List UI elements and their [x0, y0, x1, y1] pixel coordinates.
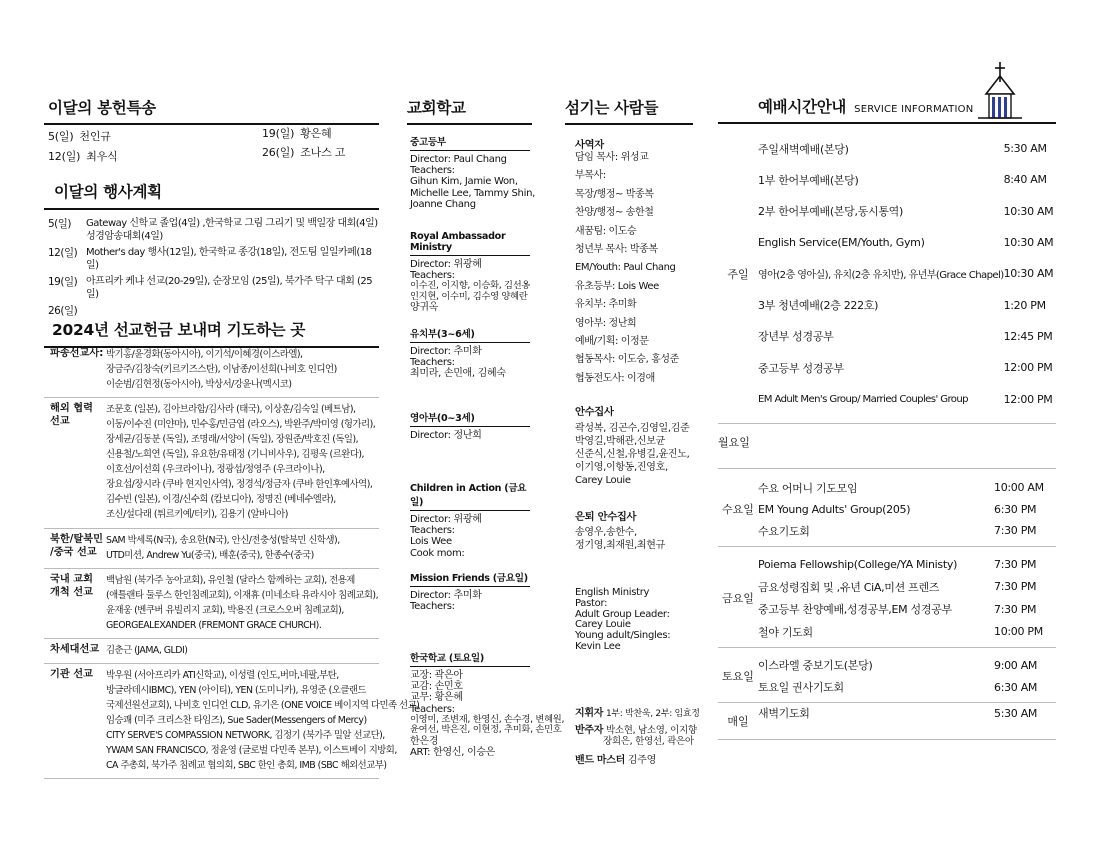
service-item: [758, 133, 1066, 164]
mission-category: 국내 교회 개척 선교: [50, 573, 93, 598]
accompanist-label: 반주자: [575, 725, 604, 737]
staff-block: [575, 136, 705, 388]
mission-names: 김춘근 (JAMA, GLDI): [106, 644, 188, 656]
service-time: 10:00 PM: [994, 625, 1043, 639]
service-day-label: 월요일: [718, 435, 750, 449]
service-time: 6:30 AM: [994, 680, 1038, 694]
group-line: Teachers:: [410, 357, 455, 369]
deacons-list: [575, 422, 705, 487]
music-block: [575, 708, 710, 767]
offering-item: 26(일) 조나스 고: [262, 146, 346, 159]
service-name: 새벽기도회: [758, 707, 810, 721]
group-line: 이수진, 이지향, 이승화, 김선옹: [410, 280, 531, 292]
service-time: 8:40 AM: [1003, 173, 1047, 187]
service-time: 10:00 AM: [994, 481, 1044, 495]
offering-item: 12(일) 최우식: [48, 150, 118, 163]
church-school-group: [410, 134, 535, 210]
service-name: EM Adult Men's Group/ Married Couples' Group: [758, 393, 968, 405]
mission-category: 차세대선교: [50, 643, 100, 655]
service-time: 10:30 AM: [1003, 236, 1054, 250]
service-time: 7:30 PM: [994, 580, 1037, 594]
group-line: Gihun Kim, Jamie Won,: [410, 176, 518, 188]
ministers-list: [575, 149, 705, 388]
band-master-name: 김주영: [627, 755, 656, 767]
service-item: [758, 598, 1056, 621]
mission-category: 파송선교사:: [50, 348, 104, 359]
minister-line: 유치부: 추미화: [575, 299, 637, 311]
minister-line: 유초등부: Lois Wee: [575, 280, 659, 292]
group-line: 한은경: [410, 735, 439, 747]
service-item: [758, 621, 1056, 644]
service-name: 장년부 성경공부: [758, 330, 834, 344]
missions-title: 2024년 선교헌금 보내며 기도하는 곳: [52, 321, 306, 339]
service-day-group: [718, 703, 1056, 740]
service-time: 12:00 PM: [1003, 361, 1053, 375]
group-line: 양귀옥: [410, 302, 439, 314]
minister-line: 목장/행정~ 박종복: [575, 188, 654, 200]
group-line: Joanne Chang: [410, 198, 476, 210]
minister-line: 협동전도사: 이경애: [575, 372, 655, 384]
staff-title: 섬기는 사람들: [565, 99, 659, 117]
service-time: 12:45 PM: [1003, 329, 1053, 343]
group-line: Michelle Lee, Tammy Shin,: [410, 187, 535, 199]
conductor-label: 지휘자: [575, 708, 604, 719]
mission-row: [44, 639, 379, 664]
english-ministry-line: Carey Louie: [575, 619, 631, 631]
event-row: 19(일) 아프리카 케냐 선교(20-29일), 순장모임 (25일), 북가주 탁구 대회 (25일): [48, 276, 373, 300]
service-title: 예배시간안내: [758, 98, 847, 116]
offering-title: 이달의 봉헌특송: [48, 99, 156, 117]
service-name: 수요기도회: [758, 524, 810, 538]
service-time: 6:30 PM: [994, 502, 1037, 516]
deacon-line: 이기영,이항동,진영호,: [575, 462, 668, 473]
service-time: 5:30 AM: [994, 706, 1038, 720]
english-ministry-line: Young adult/Singles:: [575, 630, 671, 642]
offering-item: 19(일) 황은혜: [262, 127, 332, 140]
service-time: 7:30 PM: [994, 602, 1037, 616]
group-line: 교장: 곽은아: [410, 670, 463, 681]
service-time: 7:30 PM: [994, 524, 1037, 538]
events-section-header: [44, 180, 379, 210]
minister-line: 찬양/행정~ 송한철: [575, 207, 654, 219]
church-icon: [978, 60, 1022, 120]
group-line: Director: 정난희: [410, 430, 482, 441]
accompanist-names-2: 장희은, 한영선, 곽은아: [603, 735, 694, 747]
service-name: 금요성령집회 및 ,유년 CiA,미션 프렌즈: [758, 580, 940, 594]
church-school-header: [407, 96, 532, 125]
ministers-heading: 사역자: [575, 139, 604, 151]
group-line: 윤여선, 박은진, 이현정, 추미화, 손민호: [410, 724, 562, 736]
service-item: [758, 575, 1056, 598]
service-item: [758, 553, 1056, 576]
mission-row: [44, 398, 379, 528]
group-line: Teachers:: [410, 525, 455, 537]
service-item: [758, 321, 1066, 352]
mission-category: 해외 협력 선교: [50, 403, 93, 428]
service-time: 10:30 AM: [1003, 267, 1054, 281]
english-ministry-line: Kevin Lee: [575, 640, 621, 652]
conductor-names: 1부: 박찬욱, 2부: 임효정: [605, 709, 700, 719]
service-name: 토요일 권사기도회: [758, 681, 844, 695]
group-line: 인지현, 이수미, 김수영 양혜란: [410, 290, 528, 302]
group-heading: 유치부(3~6세): [410, 326, 530, 343]
church-school-group: [410, 410, 530, 441]
service-name: 3부 청년예배(2층 222호): [758, 299, 879, 313]
service-list: [758, 477, 1056, 542]
service-time: 7:30 PM: [994, 557, 1037, 571]
english-ministry-block: [575, 588, 705, 653]
service-schedule: [718, 123, 1056, 740]
events-list: [48, 218, 382, 322]
group-line: 교무: 황은혜: [410, 692, 463, 704]
mission-row: [44, 664, 420, 779]
group-heading: Royal Ambassador Ministry: [410, 231, 530, 256]
deacon-line: 박영길,박해관,신보균: [575, 436, 665, 447]
service-name: EM Young Adults' Group(205): [758, 502, 911, 516]
service-item: [758, 383, 1066, 414]
english-ministry-line: English Ministry: [575, 587, 650, 598]
retired-deacon-line: 송영우,송한수,: [575, 527, 637, 538]
service-list: [758, 654, 1056, 698]
group-heading: 중고등부: [410, 134, 530, 151]
group-heading: 한국학교 (토요일): [410, 650, 530, 667]
service-day-group: [718, 547, 1056, 648]
service-name: 주일새벽예배(본당): [758, 142, 849, 156]
service-time: 10:30 AM: [1003, 204, 1054, 218]
missions-table: [44, 345, 420, 779]
church-school-group: [410, 480, 530, 559]
event-row: 5(일) Gateway 신학교 졸업(4일) ,한국학교 그림 그리기 및 백일장 대회(4일) 성경암송대회(4일): [48, 218, 378, 242]
service-list: [758, 133, 1066, 415]
service-time: 1:20 PM: [1003, 298, 1046, 312]
service-item: [758, 477, 1056, 499]
minister-line: 청년부 목사: 박종복: [575, 244, 658, 256]
deacon-line: Carey Louie: [575, 475, 631, 486]
service-item: [758, 352, 1066, 383]
service-section-header: [718, 60, 1056, 124]
missions-section-header: [44, 318, 379, 348]
event-row: 26(일): [48, 305, 78, 317]
mission-row: [44, 569, 379, 639]
service-time: 9:00 AM: [994, 658, 1038, 672]
service-name: 중고등부 찬양예배,성경공부,EM 성경공부: [758, 603, 952, 617]
mission-names: SAM 박세록(N국), 송요한(N국), 안신/전충성(탈북민 신학생), UTD미션, Andrew Yu(중국), 배훈(중국), 한종수(중국): [106, 534, 340, 561]
minister-line: 협동목사: 이도승, 홍성준: [575, 354, 679, 366]
group-line: Teachers:: [410, 270, 455, 282]
service-name: 2부 한어부예배(본당,동시통역): [758, 205, 903, 219]
group-line: Teachers:: [410, 165, 455, 177]
service-day-label: 수요일: [722, 503, 754, 517]
deacons-block: [575, 403, 705, 487]
service-item: [758, 196, 1066, 227]
service-name: Poiema Fellowship(College/YA Ministy): [758, 557, 958, 571]
group-heading: Children in Action (금요일): [410, 480, 530, 511]
group-heading: Mission Friends (금요일): [410, 570, 530, 587]
service-item: [758, 498, 1056, 520]
service-name: 중고등부 성경공부: [758, 361, 844, 375]
service-name: 1부 한어부예배(본당): [758, 173, 859, 187]
service-day-group: [718, 123, 1056, 424]
church-school-group: [410, 650, 565, 758]
service-name: 철야 기도회: [758, 625, 813, 639]
band-master-label: 밴드 마스터: [575, 755, 625, 767]
group-line: Teachers:: [410, 601, 455, 613]
deacon-line: 곽성복, 김곤수,김영일,김준: [575, 423, 690, 434]
english-ministry-line: Adult Group Leader:: [575, 608, 670, 620]
deacon-line: 신준식,신철,유병길,윤진노,: [575, 449, 690, 460]
group-line: ART: 한영신, 이승은: [410, 746, 496, 758]
group-heading: 영아부(0~3세): [410, 410, 530, 427]
group-line: Lois Wee: [410, 536, 452, 548]
group-line: Director: 위광혜: [410, 259, 482, 270]
group-line: Teachers:: [410, 703, 455, 715]
service-title-en: SERVICE INFORMATION: [854, 104, 974, 115]
service-name: 이스라엘 중보기도(본당): [758, 659, 873, 673]
mission-category: 기관 선교: [50, 668, 93, 680]
service-name: 영아(2층 영아실), 유치(2층 유치반), 유년부(Grace Chapel): [758, 270, 1004, 282]
service-item: [758, 258, 1066, 289]
service-day-label: 매일: [727, 715, 749, 729]
church-school-group: [410, 326, 530, 380]
service-name: 수요 어머니 기도모임: [758, 481, 858, 495]
group-line: Director: 추미화: [410, 590, 482, 601]
service-item: [758, 654, 1056, 676]
retired-deacons-list: [575, 526, 705, 552]
service-item: [758, 289, 1066, 320]
service-day-group: [718, 424, 1056, 469]
service-day-label: 주일: [727, 267, 749, 281]
group-line: Director: 위광혜: [410, 514, 482, 525]
group-line: Director: 추미화: [410, 346, 482, 357]
mission-names: 박기홍/윤경화(동아시아), 이기석/이혜경(이스라엘), 장금주/김창숙(키르키즈스탄), 이남종/이선희(나비호 인디언) 이순범/김현정(동아시아), 박상서/강윤나(멕시코): [106, 349, 337, 391]
deacons-heading: 안수집사: [575, 406, 614, 418]
service-day-label: 금요일: [722, 591, 754, 605]
service-list: [758, 553, 1056, 643]
service-time: 5:30 AM: [1003, 142, 1047, 156]
service-day-label: 토요일: [722, 670, 754, 684]
mission-names: 박우원 (서아프리카 ATI신학교), 이성렬 (인도,버마,네팔,부탄, 방글라데시IBMC), YEN (아이티), YEN (도미니카), 유영준 (오클랜드 국제선원선교회), 나비호 인디언 CLD, 유기은 (ONE VOICE 베이지역 다민족 선교) 임승쾌 (미주 크리스찬 타임즈), Sue Sader(Messengers of Mercy) CITY SERVE'S COMPASSION NETWORK, 김정기 (북가주 밀알 선교단), YWAM SAN FRANCISCO, 정윤영 (글로벌 다민족 본부), 이스트베이 지방회, CA 주총회, 북가주 침례교 협의회, SBC 한인 총회, IMB (SBC 해외선교부): [106, 669, 420, 772]
mission-row: [44, 345, 379, 398]
service-item: [758, 227, 1066, 258]
church-school-group: [410, 570, 530, 612]
group-line: 최미라, 손민애, 김혜숙: [410, 368, 506, 380]
minister-line: EM/Youth: Paul Chang: [575, 262, 676, 274]
service-day-group: [718, 648, 1056, 703]
mission-row: [44, 529, 379, 569]
church-school-group: [410, 231, 530, 313]
minister-line: 예배/기획: 이정문: [575, 336, 649, 348]
group-line: 이영미, 조변재, 한영신, 손수경, 변혜원,: [410, 713, 565, 725]
service-day-group: [718, 469, 1056, 547]
mission-names: 백남원 (북가주 농아교회), 유인철 (달라스 함께하는 교회), 전용제 (애틀랜타 둘루스 한인침례교회), 이재휴 (미네소타 유라시아 침례교회), 윤재웅 (벤쿠버 유빌리지 교회), 박용진 (크로스오버 침례교회), GEORGEALEXANDER (FREMONT GRACE CHURCH).: [106, 574, 379, 631]
staff-section-header: [565, 96, 693, 125]
accompanist-names: 박소현, 남소영, 이지향: [605, 725, 697, 737]
offering-item: 5(일) 천인규: [48, 130, 111, 143]
minister-line: 새꿈팀: 이도승: [575, 225, 637, 237]
offering-section-header: [44, 96, 379, 125]
service-item: [758, 676, 1056, 698]
mission-category: 북한/탈북민 /중국 선교: [50, 533, 103, 558]
retired-deacons-heading: 은퇴 안수집사: [575, 511, 637, 523]
group-line: Cook mom:: [410, 547, 465, 559]
group-line: 교감: 손민호: [410, 681, 463, 693]
service-name: English Service(EM/Youth, Gym): [758, 236, 925, 250]
mission-names: 조문호 (일본), 김아브라함/김사라 (태국), 이상훈/김숙일 (베트남), 이동/이수진 (미얀마), 민수홍/민금엽 (라오스), 박완주/박미영 (헝가리), 장세균/김동분 (독일), 조명래/서양이 (독일), 장원준/박호진 (독일), 신용철/노희연 (독일), 유요한/유태정 (기니비사우), 김평욱 (르완다), 이호선/이선희 (우크라이나), 정광섭/정영주 (우크라이나), 장요섭/장시라 (쿠바 현지인사역), 정경석/정금자 (쿠바 한인후예사역), 김수빈 (일본), 이경/신수희 (캄보디아), 정명진 (베네수엘라), 조신/설다래 (튀르키예/터키), 김용기 (알바니아): [106, 404, 376, 521]
event-row: 12(일) Mother's day 행사(12일), 한국학교 종강(18일), 전도팀 일일카페(18일): [48, 247, 372, 271]
minister-line: 부목사:: [575, 170, 606, 182]
group-line: Director: Paul Chang: [410, 154, 507, 165]
service-list: [758, 706, 1056, 729]
minister-line: 영아부: 정난희: [575, 317, 637, 329]
service-time: 12:00 PM: [1003, 392, 1053, 406]
service-item: [758, 164, 1066, 195]
minister-line: 담임 목사: 위성교: [575, 152, 649, 163]
church-school-title: 교회학교: [407, 99, 466, 117]
english-ministry-line: Pastor:: [575, 597, 608, 609]
retired-deacon-line: 정기영,최재원,최현규: [575, 540, 665, 551]
events-title: 이달의 행사계획: [54, 183, 162, 201]
retired-deacons-block: [575, 508, 705, 552]
service-item: [758, 520, 1056, 542]
